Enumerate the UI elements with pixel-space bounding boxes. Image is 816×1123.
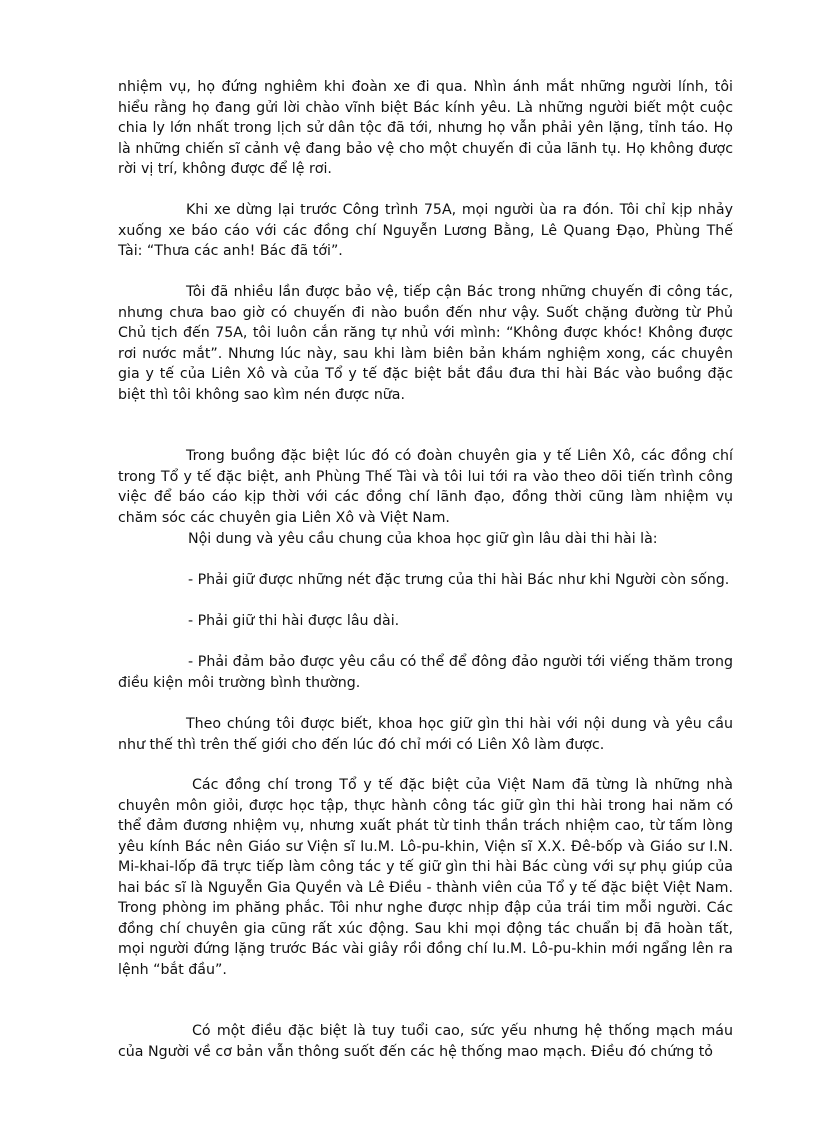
paragraph-guards-farewell: nhiệm vụ, họ đứng nghiêm khi đoàn xe đi qua. Nhìn ánh mắt những người lính, tôi hiểu rằng họ đang gửi lời chào vĩnh biệt Bác kính yêu. Là những người biết một cuộc chia ly lớn nhất trong lịch sử dân tộc đã tới, nhưng họ vẫn phải yên lặng, tỉnh táo. Họ là những chiến sĩ cảnh vệ đang bảo vệ cho một chuyến đi của lãnh tụ. Họ không được rời vị trí, không được để lệ rơi. [118, 79, 733, 177]
paragraph-medical-team: Các đồng chí trong Tổ y tế đặc biệt của Việt Nam đã từng là những nhà chuyên môn giỏi, được học tập, thực hành công tác giữ gìn thi hài trong hai năm có thể đảm đương nhiệm vụ, nhưng xuất phát từ tinh thần trách nhiệm cao, từ tấm lòng yêu kính Bác nên Giáo sư Viện sĩ Iu.M. Lô-pu-khin, Viện sĩ X.X. Đê-bốp và Giáo sư I.N. Mi-khai-lốp đã trực tiếp làm công tác y tế giữ gìn thi hài Bác cùng với sự phụ giúp của hai bác sĩ là Nguyễn Gia Quyền và Lê Điều - thành viên của Tổ y tế đặc biệt Việt Nam. Trong phòng im phăng phắc. Tôi như nghe được nhịp đập của trái tim mỗi người. Các đồng chí chuyên gia cũng rất xúc động. Sau khi mọi động tác chuẩn bị đã hoàn tất, mọi người đứng lặng trước Bác vài giây rồi đồng chí Iu.M. Lô-pu-khin mới ngẩng lên ra lệnh “bắt đầu”. [118, 777, 733, 978]
paragraph-requirements-intro: Nội dung và yêu cầu chung của khoa học giữ gìn lâu dài thi hài là: [188, 531, 658, 547]
paragraph-blood-vessels: Có một điều đặc biệt là tuy tuổi cao, sức yếu nhưng hệ thống mạch máu của Người về cơ bản vẫn thông suốt đến các hệ thống mao mạch. Điều đó chứng tỏ [118, 1023, 733, 1060]
requirement-item-longevity: - Phải giữ thi hài được lâu dài. [188, 613, 400, 629]
paragraph-soviet-science: Theo chúng tôi được biết, khoa học giữ gìn thi hài với nội dung và yêu cầu như thế thì trên thế giới cho đến lúc đó chỉ mới có Liên Xô làm được. [118, 716, 733, 753]
requirement-item-features: - Phải giữ được những nét đặc trưng của thi hài Bác như khi Người còn sống. [188, 572, 730, 588]
paragraph-saddest-journey: Tôi đã nhiều lần được bảo vệ, tiếp cận Bác trong những chuyến đi công tác, nhưng chưa bao giờ có chuyến đi nào buồn đến như vậy. Suốt chặng đường từ Phủ Chủ tịch đến 75A, tôi luôn cắn răng tự nhủ với mình: “Không được khóc! Không được rơi nước mắt”. Nhưng lúc này, sau khi làm biên bản khám nghiệm xong, các chuyên gia y tế của Liên Xô và của Tổ y tế đặc biệt bắt đầu đưa thi hài Bác vào buồng đặc biệt thì tôi không sao kìm nén được nữa. [118, 284, 733, 403]
requirement-item-public-viewing: - Phải đảm bảo được yêu cầu có thể để đông đảo người tới viếng thăm trong điều kiện môi trường bình thường. [118, 654, 733, 691]
paragraph-arrival-75a: Khi xe dừng lại trước Công trình 75A, mọi người ùa ra đón. Tôi chỉ kịp nhảy xuống xe báo cáo với các đồng chí Nguyễn Lương Bằng, Lê Quang Đạo, Phùng Thế Tài: “Thưa các anh! Bác đã tới”. [118, 202, 733, 259]
paragraph-special-chamber: Trong buồng đặc biệt lúc đó có đoàn chuyên gia y tế Liên Xô, các đồng chí trong Tổ y tế đặc biệt, anh Phùng Thế Tài và tôi lui tới ra vào theo dõi tiến trình công việc để báo cáo kịp thời với các đồng chí lãnh đạo, đồng thời cũng làm nhiệm vụ chăm sóc các chuyên gia Liên Xô và Việt Nam. [118, 448, 733, 526]
